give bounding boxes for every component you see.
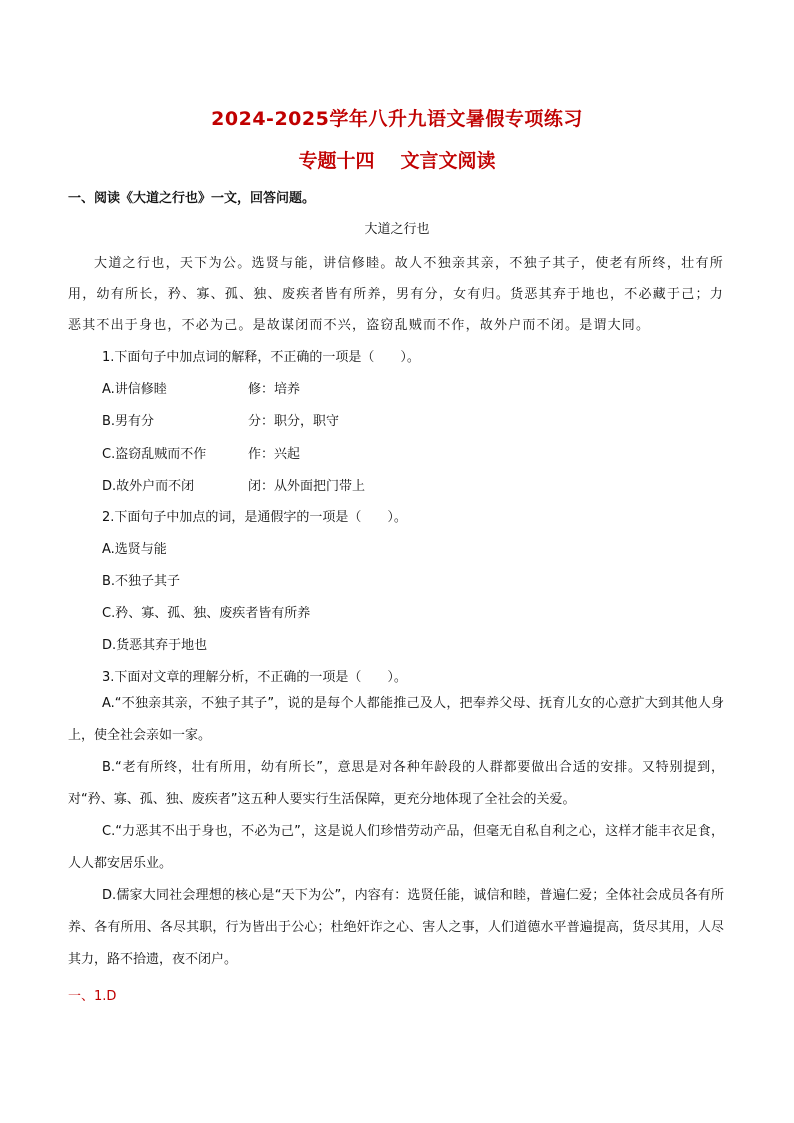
passage-title: 大道之行也 — [364, 222, 430, 237]
passage-paragraph: 大道之行也，天下为公。选贤与能，讲信修睦。故人不独亲其亲，不独子其子，使老有所终，壮有所用，幼有所长，矜、寡、孤、独、废疾者皆有所养，男有分，女有归。货恶其弃于地也，不必藏于己；力恶其不出于身也，不必为己。是故谋闭而不兴，盗窃乱贼而不作，故外户而不闭。是谓大同。 — [68, 256, 724, 333]
option-explanation: 修：培养 — [248, 382, 301, 397]
subtitle-topic-number: 专题十四 — [298, 150, 375, 172]
option-explanation: 闭：从外面把门带上 — [248, 479, 366, 494]
question-1-option-c — [102, 443, 300, 462]
section-heading: 一、阅读《大道之行也》一文，回答问题。 — [68, 191, 316, 206]
option-explanation: 作：兴起 — [248, 447, 301, 462]
question-1-option-d — [102, 475, 365, 494]
question-3-option-a: A.“不独亲其亲，不独子其子”，说的是每个人都能推己及人，把奉养父母、抚育儿女的心意扩大到其他人身上，使全社会亲如一家。 — [68, 696, 724, 743]
document-subtitle — [0, 146, 794, 173]
question-2-stem: 2.下面句子中加点的词，是通假字的一项是（ ）。 — [102, 510, 407, 525]
passage-text — [68, 248, 724, 341]
option-text: A.讲信修睦 — [102, 382, 167, 397]
question-3-option-b: B.“老有所终，壮有所用，幼有所长”，意思是对各种年龄段的人群都要做出合适的安排。又特别提到，对“矜、寡、孤、独、废疾者”这五种人要实行生活保障，更充分地体现了全社会的关爱。 — [68, 760, 724, 807]
option-explanation: 分：职分，职守 — [248, 414, 340, 429]
document-title: 2024-2025学年八升九语文暑假专项练习 — [211, 108, 583, 130]
option-text: B.男有分 — [102, 414, 155, 429]
question-3-option-d: D.儒家大同社会理想的核心是“天下为公”，内容有：选贤任能，诚信和睦，普遍仁爱；全体社会成员各有所养、各有所用、各尽其职，行为皆出于公心；杜绝奸诈之心、害人之事，人们道德水平普遍提高，货尽其用，人尽其力，路不拾遗，夜不闭户。 — [68, 888, 724, 967]
question-2-option-d: D.货恶其弃于地也 — [102, 638, 208, 653]
option-text: C.盗窃乱贼而不作 — [102, 447, 207, 462]
question-2-option-b: B.不独子其子 — [102, 574, 181, 589]
question-3-option-c: C.“力恶其不出于身也，不必为己”，这是说人们珍惜劳动产品，但毫无自私自利之心，这样才能丰衣足食，人人都安居乐业。 — [68, 824, 724, 871]
question-3-stem: 3.下面对文章的理解分析，不正确的一项是（ ）。 — [102, 670, 407, 685]
question-1-option-a — [102, 378, 300, 397]
question-1-option-b — [102, 410, 339, 429]
option-text: D.故外户而不闭 — [102, 479, 195, 494]
question-2-option-a: A.选贤与能 — [102, 542, 167, 557]
subtitle-topic-name: 文言文阅读 — [400, 150, 496, 172]
answer-key: 一、1.D — [68, 989, 117, 1004]
question-2-option-c: C.矜、寡、孤、独、废疾者皆有所养 — [102, 606, 311, 621]
question-1-stem: 1.下面句子中加点词的解释，不正确的一项是（ ）。 — [102, 350, 420, 365]
